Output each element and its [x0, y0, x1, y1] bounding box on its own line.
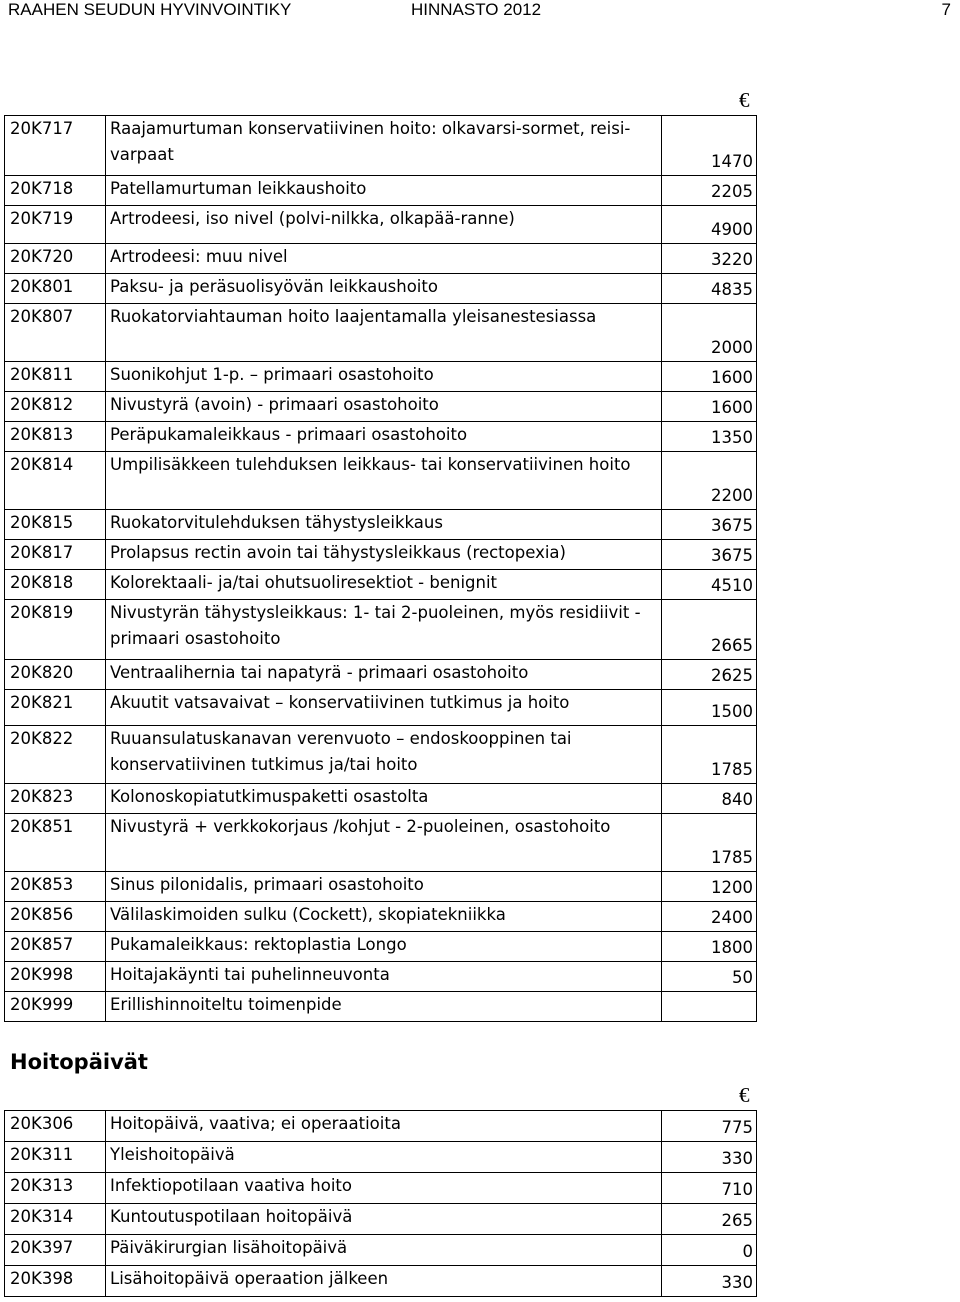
procedure-row	[5, 726, 757, 784]
procedure-code: 20K813	[5, 422, 106, 452]
procedure-price: 2625	[662, 660, 757, 690]
procedure-price: 4835	[662, 274, 757, 304]
procedure-row	[5, 902, 757, 932]
procedure-description: Ruokatorviahtauman hoito laajentamalla yleisanestesiassa	[106, 304, 662, 362]
care-day-price: 775	[662, 1111, 757, 1142]
care-day-row	[5, 1111, 757, 1142]
procedure-description: Nivustyrä + verkkokorjaus /kohjut - 2-puoleinen, osastohoito	[106, 814, 662, 872]
procedure-row	[5, 304, 757, 362]
procedure-price: 1600	[662, 362, 757, 392]
document-title: HINNASTO 2012	[411, 0, 542, 19]
care-day-code: 20K398	[5, 1266, 106, 1297]
procedure-row	[5, 244, 757, 274]
procedure-code: 20K856	[5, 902, 106, 932]
procedure-description: Peräpukamaleikkaus - primaari osastohoito	[106, 422, 662, 452]
procedure-code: 20K857	[5, 932, 106, 962]
procedure-row	[5, 452, 757, 510]
procedure-code: 20K719	[5, 206, 106, 244]
procedure-price: 1785	[662, 726, 757, 784]
procedure-description: Pukamaleikkaus: rektoplastia Longo	[106, 932, 662, 962]
care-day-code: 20K397	[5, 1235, 106, 1266]
care-day-code: 20K306	[5, 1111, 106, 1142]
organization-name: RAAHEN SEUDUN HYVINVOINTIKY	[8, 0, 292, 19]
care-day-row	[5, 1204, 757, 1235]
procedure-code: 20K807	[5, 304, 106, 362]
procedure-row	[5, 784, 757, 814]
procedure-description: Artrodeesi, iso nivel (polvi-nilkka, olkapää-ranne)	[106, 206, 662, 244]
procedure-price: 1600	[662, 392, 757, 422]
procedure-row	[5, 690, 757, 726]
care-day-row	[5, 1142, 757, 1173]
care-day-description: Päiväkirurgian lisähoitopäivä	[106, 1235, 662, 1266]
procedure-description: Ruuansulatuskanavan verenvuoto – endoskooppinen tai konservatiivinen tutkimus ja/tai hoito	[106, 726, 662, 784]
procedure-price	[662, 992, 757, 1022]
procedure-description: Patellamurtuman leikkaushoito	[106, 176, 662, 206]
page-header	[0, 0, 960, 22]
care-day-description: Kuntoutuspotilaan hoitopäivä	[106, 1204, 662, 1235]
procedure-code: 20K821	[5, 690, 106, 726]
procedures-table	[4, 115, 757, 1022]
procedure-price: 2205	[662, 176, 757, 206]
care-day-price: 0	[662, 1235, 757, 1266]
procedure-row	[5, 570, 757, 600]
procedure-price: 2000	[662, 304, 757, 362]
procedure-price: 3675	[662, 510, 757, 540]
procedure-code: 20K801	[5, 274, 106, 304]
procedure-row	[5, 392, 757, 422]
procedure-row	[5, 932, 757, 962]
care-day-code: 20K313	[5, 1173, 106, 1204]
procedure-row	[5, 510, 757, 540]
procedure-code: 20K814	[5, 452, 106, 510]
care-day-row	[5, 1235, 757, 1266]
procedure-price: 3675	[662, 540, 757, 570]
care-day-description: Hoitopäivä, vaativa; ei operaatioita	[106, 1111, 662, 1142]
procedure-price: 1800	[662, 932, 757, 962]
procedure-row	[5, 274, 757, 304]
procedure-price: 1350	[662, 422, 757, 452]
care-day-description: Lisähoitopäivä operaation jälkeen	[106, 1266, 662, 1297]
procedure-code: 20K822	[5, 726, 106, 784]
procedure-price: 50	[662, 962, 757, 992]
procedure-price: 4510	[662, 570, 757, 600]
procedure-row	[5, 206, 757, 244]
procedure-row	[5, 176, 757, 206]
procedure-row	[5, 872, 757, 902]
procedure-description: Ventraalihernia tai napatyrä - primaari osastohoito	[106, 660, 662, 690]
procedure-description: Kolorektaali- ja/tai ohutsuoliresektiot - benignit	[106, 570, 662, 600]
procedure-description: Hoitajakäynti tai puhelinneuvonta	[106, 962, 662, 992]
procedure-description: Raajamurtuman konservatiivinen hoito: olkavarsi-sormet, reisi-varpaat	[106, 116, 662, 176]
procedure-row	[5, 600, 757, 660]
procedure-price: 1200	[662, 872, 757, 902]
procedure-description: Nivustyrä (avoin) - primaari osastohoito	[106, 392, 662, 422]
procedure-row	[5, 660, 757, 690]
procedure-code: 20K820	[5, 660, 106, 690]
procedure-description: Suonikohjut 1-p. – primaari osastohoito	[106, 362, 662, 392]
procedure-row	[5, 362, 757, 392]
procedure-price: 840	[662, 784, 757, 814]
procedure-price: 1500	[662, 690, 757, 726]
procedure-code: 20K812	[5, 392, 106, 422]
procedure-description: Akuutit vatsavaivat – konservatiivinen tutkimus ja hoito	[106, 690, 662, 726]
procedure-description: Umpilisäkkeen tulehduksen leikkaus- tai konservatiivinen hoito	[106, 452, 662, 510]
care-day-price: 710	[662, 1173, 757, 1204]
procedure-description: Ruokatorvitulehduksen tähystysleikkaus	[106, 510, 662, 540]
procedure-code: 20K853	[5, 872, 106, 902]
procedure-row	[5, 962, 757, 992]
page-number: 7	[941, 0, 951, 19]
care-day-price: 265	[662, 1204, 757, 1235]
procedure-code: 20K717	[5, 116, 106, 176]
procedure-code: 20K819	[5, 600, 106, 660]
procedure-price: 2400	[662, 902, 757, 932]
care-day-description: Yleishoitopäivä	[106, 1142, 662, 1173]
procedure-price: 1470	[662, 116, 757, 176]
care-day-description: Infektiopotilaan vaativa hoito	[106, 1173, 662, 1204]
procedure-code: 20K851	[5, 814, 106, 872]
procedure-row	[5, 540, 757, 570]
care-day-code: 20K311	[5, 1142, 106, 1173]
procedure-description: Sinus pilonidalis, primaari osastohoito	[106, 872, 662, 902]
procedure-code: 20K811	[5, 362, 106, 392]
procedure-description: Artrodeesi: muu nivel	[106, 244, 662, 274]
procedure-price: 1785	[662, 814, 757, 872]
procedure-code: 20K720	[5, 244, 106, 274]
procedure-description: Kolonoskopiatutkimuspaketti osastolta	[106, 784, 662, 814]
procedure-row	[5, 116, 757, 176]
procedure-description: Erillishinnoiteltu toimenpide	[106, 992, 662, 1022]
procedure-code: 20K817	[5, 540, 106, 570]
care-day-price: 330	[662, 1142, 757, 1173]
care-day-row	[5, 1266, 757, 1297]
procedure-code: 20K999	[5, 992, 106, 1022]
care-days-table	[4, 1110, 757, 1297]
currency-symbol-care-days: €	[739, 1083, 750, 1107]
procedure-description: Prolapsus rectin avoin tai tähystysleikkaus (rectopexia)	[106, 540, 662, 570]
procedure-code: 20K818	[5, 570, 106, 600]
procedure-code: 20K823	[5, 784, 106, 814]
procedure-description: Paksu- ja peräsuolisyövän leikkaushoito	[106, 274, 662, 304]
care-days-title: Hoitopäivät	[10, 1050, 148, 1074]
procedure-code: 20K718	[5, 176, 106, 206]
procedure-description: Välilaskimoiden sulku (Cockett), skopiatekniikka	[106, 902, 662, 932]
procedure-price: 4900	[662, 206, 757, 244]
care-day-code: 20K314	[5, 1204, 106, 1235]
care-day-price: 330	[662, 1266, 757, 1297]
procedure-row	[5, 422, 757, 452]
procedure-row	[5, 814, 757, 872]
procedure-price: 3220	[662, 244, 757, 274]
procedure-code: 20K815	[5, 510, 106, 540]
procedure-price: 2665	[662, 600, 757, 660]
procedure-row	[5, 992, 757, 1022]
procedure-description: Nivustyrän tähystysleikkaus: 1- tai 2-puoleinen, myös residiivit - primaari osastohoito	[106, 600, 662, 660]
procedure-code: 20K998	[5, 962, 106, 992]
care-day-row	[5, 1173, 757, 1204]
procedure-price: 2200	[662, 452, 757, 510]
currency-symbol-procedures: €	[739, 88, 750, 112]
